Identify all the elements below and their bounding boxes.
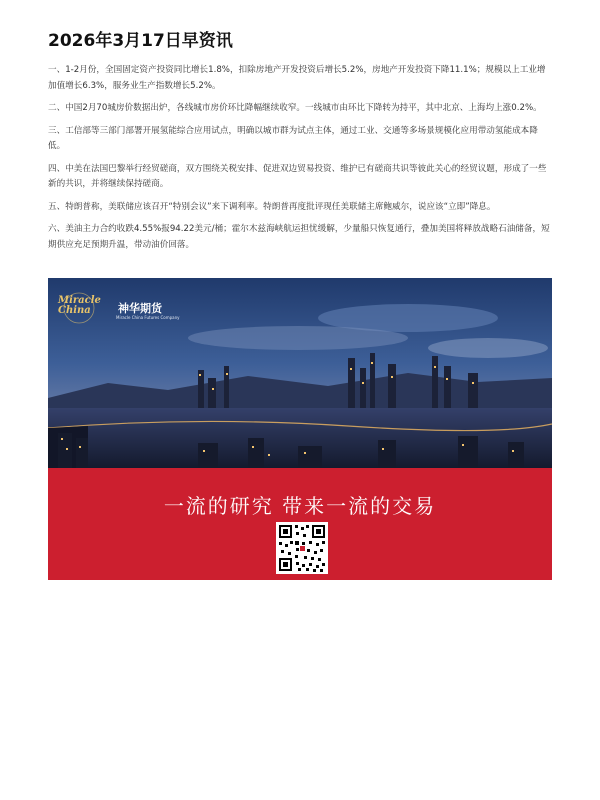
promo-banner xyxy=(48,278,552,580)
logo-english: Miracle China xyxy=(58,295,101,316)
news-item-6: 六、美油主力合约收跌4.55%报94.22美元/桶；霍尔木兹海峡航运担忧缓解，少量船只恢复通行，叠加美国将释放战略石油储备，短期供应充足预期升温，带动油价回落。 xyxy=(48,224,550,250)
news-item-2: 二、中国2月70城房价数据出炉，各线城市房价环比降幅继续收窄。一线城市由环比下降转为持平，其中北京、上海均上涨0.2%。 xyxy=(48,103,542,113)
news-item-4: 四、中美在法国巴黎举行经贸磋商，双方围绕关税安排、促进双边贸易投资、维护已有磋商共识等彼此关心的经贸议题，形成了一些新的共识，并将继续保持磋商。 xyxy=(48,163,547,189)
document-page xyxy=(48,30,552,260)
news-item-3: 三、工信部等三部门部署开展氢能综合应用试点，明确以城市群为试点主体，通过工业、交通等多场景规模化应用带动氢能成本降低。 xyxy=(48,125,538,151)
news-item-5: 五、特朗普称，美联储应该召开“特别会议”来下调利率。特朗普再度批评现任美联储主席鲍威尔，说应该“立即”降息。 xyxy=(48,201,496,212)
news-item-1: 一、1-2月份，全国固定资产投资同比增长1.8%，扣除房地产开发投资后增长5.2%，房地产开发投资下降11.1%；规模以上工业增加值增长6.3%，服务业生产指数增长5.2%。 xyxy=(48,65,546,91)
logo-chinese: 神华期货 xyxy=(118,302,162,315)
qr-code-icon xyxy=(276,522,328,574)
page-title: 2026年3月17日早资讯 xyxy=(48,31,233,51)
logo-subtitle: Miracle China Futures Company xyxy=(116,315,180,320)
slogan-text: 一流的研究 带来一流的交易 xyxy=(163,494,437,518)
